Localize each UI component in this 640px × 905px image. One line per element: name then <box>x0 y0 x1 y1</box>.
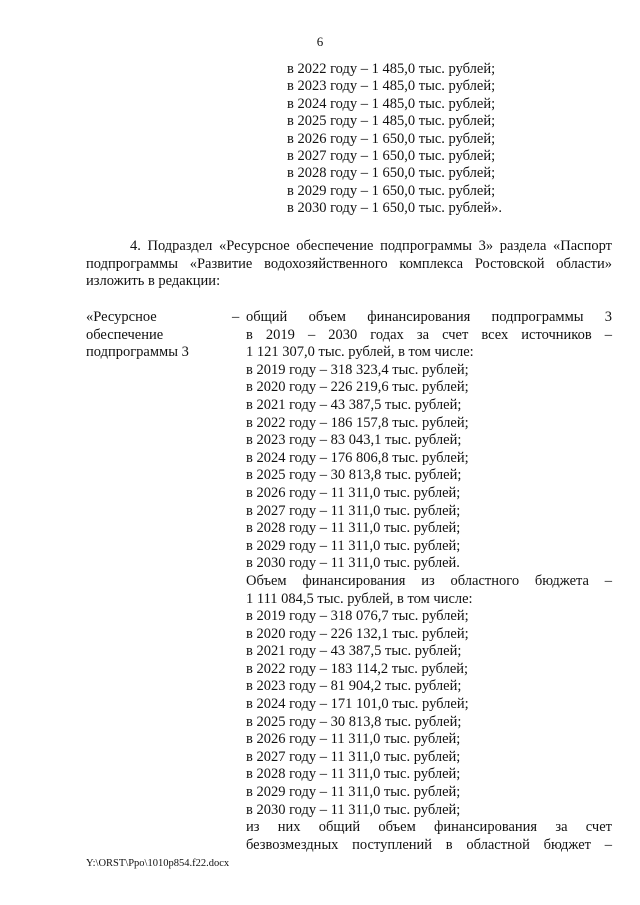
list-item: в 2019 году – 318 076,7 тыс. рублей; <box>246 608 469 625</box>
list-item: в 2026 году – 11 311,0 тыс. рублей; <box>246 484 461 501</box>
list-item: в 2025 году – 30 813,8 тыс. рублей; <box>246 713 462 730</box>
funding-text-line: безвозмездных поступлений в областной бюджет – <box>246 836 612 853</box>
funding-total: 1 121 307,0 тыс. рублей, в том числе: <box>246 344 474 361</box>
resource-label <box>86 309 216 362</box>
list-item: в 2028 году – 11 311,0 тыс. рублей; <box>246 520 461 537</box>
list-item: в 2026 году – 11 311,0 тыс. рублей; <box>246 731 461 748</box>
list-item: в 2028 году – 11 311,0 тыс. рублей; <box>246 766 461 783</box>
paragraph-line: изложить в редакции: <box>86 273 221 290</box>
list-item: в 2025 году – 30 813,8 тыс. рублей; <box>246 467 462 484</box>
list-item: в 2028 году – 1 650,0 тыс. рублей; <box>287 165 496 182</box>
list-item: в 2023 году – 81 904,2 тыс. рублей; <box>246 678 462 695</box>
regional-total: 1 111 084,5 тыс. рублей, в том числе: <box>246 590 473 607</box>
list-item: в 2027 году – 11 311,0 тыс. рублей; <box>246 748 461 765</box>
file-path-footer: Y:\ORST\Ppo\1010p854.f22.docx <box>86 858 230 869</box>
list-item: в 2021 году – 43 387,5 тыс. рублей; <box>246 396 462 413</box>
list-item: в 2030 году – 11 311,0 тыс. рублей; <box>246 801 461 818</box>
section-paragraph <box>86 238 612 291</box>
list-item: в 2023 году – 1 485,0 тыс. рублей; <box>287 78 496 95</box>
list-item: в 2024 году – 176 806,8 тыс. рублей; <box>246 449 469 466</box>
list-item: в 2027 году – 11 311,0 тыс. рублей; <box>246 502 461 519</box>
list-item: в 2023 году – 83 043,1 тыс. рублей; <box>246 432 462 449</box>
top-funding-list <box>287 61 502 218</box>
funding-details <box>246 309 612 854</box>
separator-dash: – <box>232 309 240 325</box>
label-line: подпрограммы 3 <box>86 344 189 361</box>
list-item: в 2020 году – 226 219,6 тыс. рублей; <box>246 379 469 396</box>
paragraph-line: 4. Подраздел «Ресурсное обеспечение подпрограммы 3» раздела «Паспорт <box>130 238 612 254</box>
list-item: в 2022 году – 183 114,2 тыс. рублей; <box>246 660 469 677</box>
funding-text-line: общий объем финансирования подпрограммы 3 <box>246 309 612 325</box>
list-item: в 2029 году – 1 650,0 тыс. рублей; <box>287 182 496 199</box>
list-item: в 2027 году – 1 650,0 тыс. рублей; <box>287 148 496 165</box>
list-item: в 2022 году – 186 157,8 тыс. рублей; <box>246 414 469 431</box>
list-item: в 2030 году – 1 650,0 тыс. рублей». <box>287 200 502 217</box>
list-item: в 2030 году – 11 311,0 тыс. рублей. <box>246 555 460 572</box>
label-line: обеспечение <box>86 326 164 343</box>
list-item: в 2024 году – 1 485,0 тыс. рублей; <box>287 95 496 112</box>
funding-text-line: в 2019 – 2030 годах за счет всех источников – <box>246 326 612 343</box>
list-item: в 2019 году – 318 323,4 тыс. рублей; <box>246 361 469 378</box>
list-item: в 2020 году – 226 132,1 тыс. рублей; <box>246 625 469 642</box>
list-item: в 2029 году – 11 311,0 тыс. рублей; <box>246 784 461 801</box>
list-item: в 2026 году – 1 650,0 тыс. рублей; <box>287 130 496 147</box>
paragraph-line: подпрограммы «Развитие водохозяйственного комплекса Ростовской области» <box>86 255 612 272</box>
list-item: в 2025 году – 1 485,0 тыс. рублей; <box>287 113 496 130</box>
list-item: в 2024 году – 171 101,0 тыс. рублей; <box>246 696 469 713</box>
list-item: в 2022 году – 1 485,0 тыс. рублей; <box>287 61 496 77</box>
funding-text-line: Объем финансирования из областного бюджета – <box>246 572 612 589</box>
label-line: «Ресурсное <box>86 309 157 325</box>
list-item: в 2029 году – 11 311,0 тыс. рублей; <box>246 537 461 554</box>
page-number: 6 <box>316 34 324 49</box>
funding-text-line: из них общий объем финансирования за счет <box>246 819 612 836</box>
list-item: в 2021 году – 43 387,5 тыс. рублей; <box>246 643 462 660</box>
